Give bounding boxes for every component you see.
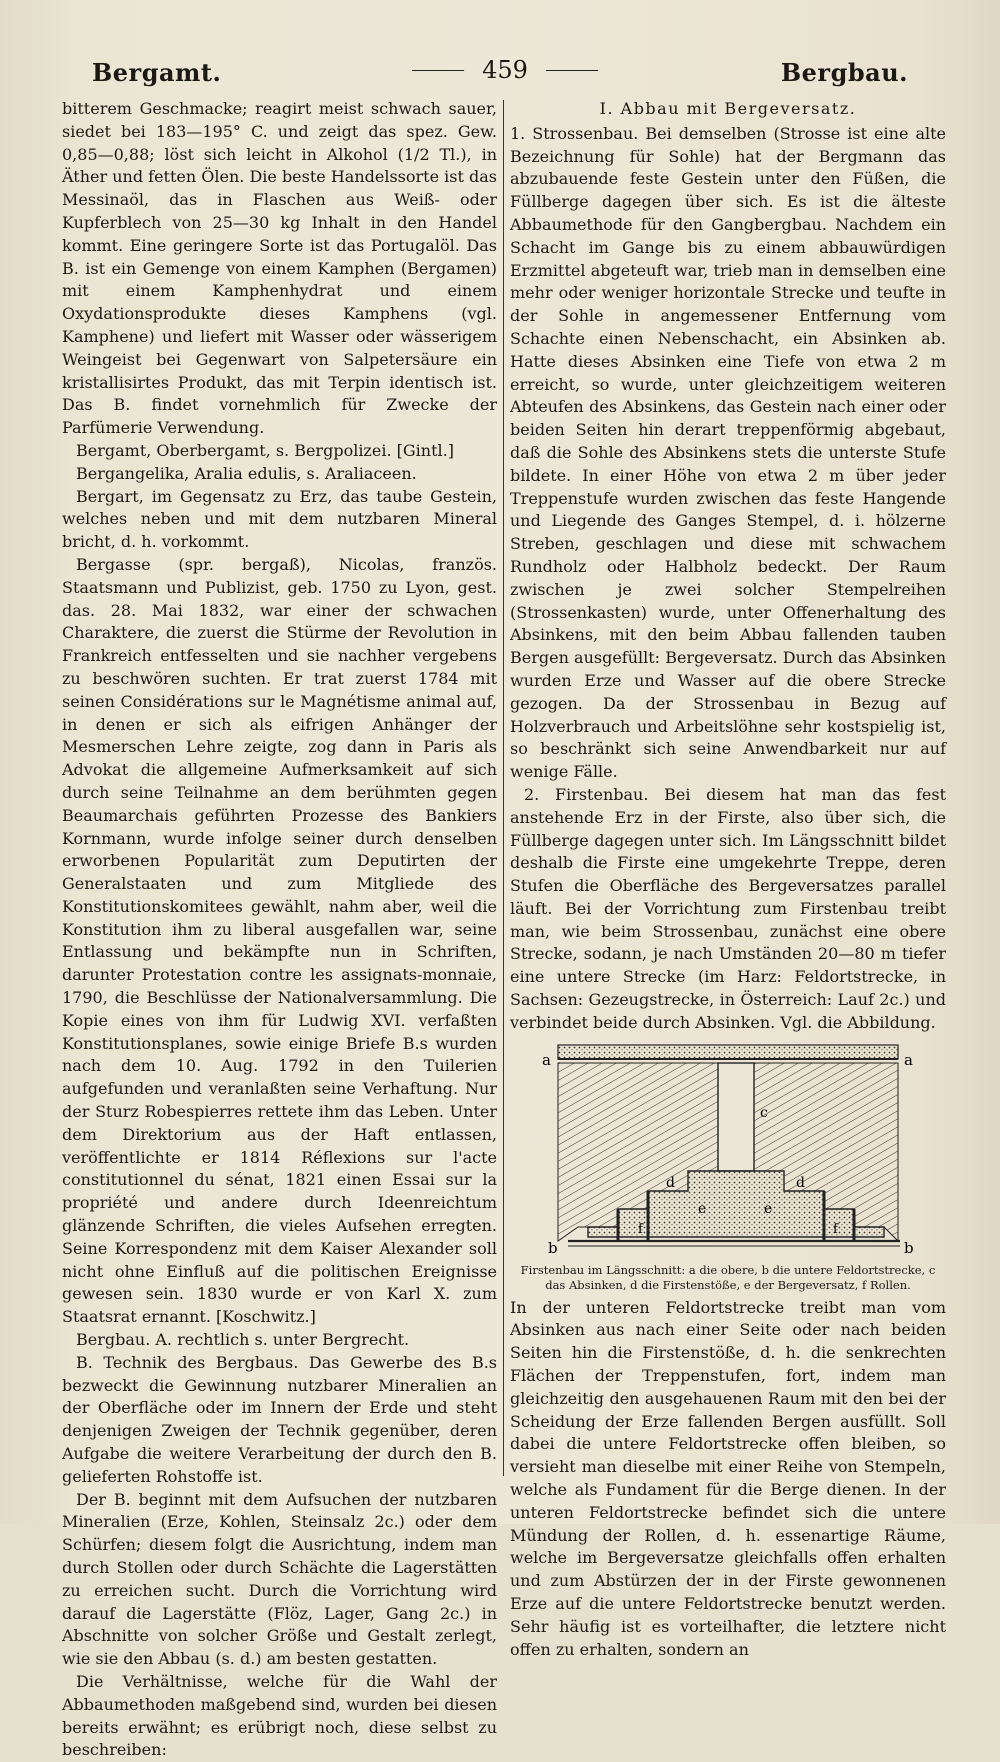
label-a-right: a xyxy=(904,1050,913,1069)
label-e-right: e xyxy=(764,1200,773,1217)
winze-shaft xyxy=(718,1063,754,1171)
figure-firstenbau xyxy=(510,1041,946,1293)
paragraph-firstenbau: 2. Firstenbau. Bei diesem hat man das fest anstehende Erz in der Firste, also über sich, die Füllberge dagegen unter sich. Im Längsschnitt bildet deshalb die Firste eine umgekehrte Treppe, deren Stufen die Oberfläche des Bergeversatzes parallel läuft. Bei der Vorrichtung zum Firstenbau treibt man, wie beim Strossenbau, zunächst eine obere Strecke, sodann, je nach Umständen 20—80 m tiefer eine untere Strecke (im Harz: Feldortstrecke, in Sachsen: Gezeugstrecke, in Österreich: Lauf 2c.) und verbindet beide durch Absinken. Vgl. die Abbildung. xyxy=(510,784,946,1032)
header-rule-left xyxy=(412,70,464,71)
label-d-left: d xyxy=(666,1174,675,1191)
header-right-keyword: Bergbau. xyxy=(780,58,908,87)
entry-bergamt: Bergamt, Oberbergamt, s. Bergpolizei. [Gintl.] xyxy=(76,440,454,460)
entry-bergart: Bergart, im Gegensatz zu Erz, das taube Gestein, welches neben und mit dem nutzbaren Mineral bricht, d. h. vorkommt. xyxy=(62,486,497,552)
entry-bergasse: Bergasse (spr. bergaß), Nicolas, französ. Staatsmann und Publizist, geb. 1750 zu Lyon, gest. das. 28. Mai 1832, war einer der schwachen Charaktere, die zuerst die Stürme der Revolution in Frankreich entfesselten und sie nachher vergebens zu beschwören suchten. Er trat zuerst 1784 mit seinen Considérations sur le Magnétisme animal auf, in denen er sich als eifrigen Anhänger der Mesmerschen Lehre zeigte, zog dann in Paris als Advokat die allgemeine Aufmerksamkeit auf sich durch seine Teilnahme an dem berühmten gegen Beaumarchais geführten Prozesse des Bankiers Kornmann, wurde infolge seiner durch denselben erworbenen Popularität zum Deputirten der Generalstaaten und zum Mitgliede des Konstitutionskomitees gewählt, nahm aber, weil die Konstitution ihm zu liberal ausgefallen war, seine Entlassung und bekämpfte nun in Schriften, darunter Protestation contre les assignats-monnaie, 1790, die Beschlüsse der Nationalversammlung. Die Kopie eines von ihm für Ludwig XVI. verfaßten Konstitutionsplanes, sowie einige Briefe B.s wurden nach dem 10. Aug. 1792 in den Tuilerien aufgefunden und veranlaßten seine Verhaftung. Nur der Sturz Robespierres rettete ihm das Leben. Unter dem Direktorium aus der Haft entlassen, veröffentlichte er 1814 Réflexions sur l'acte constitutionnel du sénat, 1821 einen Essai sur la propriété und andere durch Ideenreichtum glänzende Schriften, die vieles Aufsehen erregten. Seine Korrespondenz mit dem Kaiser Alexander soll nicht ohne Einfluß auf die politischen Ereignisse gewesen sein. 1830 wurde er von Karl X. zum Staatsrat ernannt. [Koschwitz.] xyxy=(62,554,497,1327)
label-c: c xyxy=(760,1104,768,1121)
header-rule-right xyxy=(546,70,598,71)
label-b-left: b xyxy=(548,1238,558,1257)
page-number-block xyxy=(412,56,598,84)
entry-bergangelika: Bergangelika, Aralia edulis, s. Araliaceen. xyxy=(76,463,417,483)
entry-bergbau-technik: B. Technik des Bergbaus. Das Gewerbe des B.s bezweckt die Gewinnung nutzbarer Mineralien an der Oberfläche oder im Innern der Erde und steht denjenigen Zweigen der Technik gegenüber, deren Aufgabe die weitere Verarbeitung der durch den B. gelieferten Rohstoffe ist. xyxy=(62,1352,497,1486)
paragraph-strossenbau: 1. Strossenbau. Bei demselben (Strosse ist eine alte Bezeichnung für Sohle) hat der Bergmann das abzubauende feste Gestein unter den Füßen, die Füllberge dagegen über sich. Es ist die älteste Abbaumethode für den Gangbergbau. Nachdem ein Schacht im Gange bis zu einem abbauwürdigen Erzmittel abgeteuft war, trieb man in demselben eine mehr oder weniger horizontale Strecke und teufte in der Sohle in angemessener Entfernung vom Schachte einen Nebenschacht, ein Absinken ab. Hatte dieses Absinken eine Tiefe von etwa 2 m erreicht, so wurde, unter gleichzeitigem weiteren Abteufen des Absinkens, das Gestein nach einer oder beiden Seiten hin derart treppenförmig abgebaut, daß die Sohle des Absinkens stets die unterste Stufe bildete. In einer Höhe von etwa 2 m über jeder Treppenstufe wurden zwischen das feste Hangende und Liegende des Ganges Stempel, d. i. hölzerne Streben, geschlagen und diese mit schwachem Rundholz oder Halbholz bedeckt. Der Raum zwischen je zwei solcher Stempelreihen (Strossenkasten) wurde, unter Offenerhaltung des Absinkens, mit den beim Abbau fallenden tauben Bergen ausgefüllt: Bergeversatz. Durch das Absinken wurden Erze und Wasser auf die obere Strecke gezogen. Da der Strossenbau in Bezug auf Holzverbrauch und Arbeitslöhne sehr kostspielig ist, so beschränkt sich seine Anwendbarkeit nur auf wenige Fälle. xyxy=(510,123,946,782)
label-b-right: b xyxy=(904,1238,914,1257)
upper-drift-band xyxy=(558,1045,898,1059)
label-d-right: d xyxy=(796,1174,805,1191)
label-f-right: f xyxy=(833,1221,838,1237)
label-a-left: a xyxy=(542,1050,551,1069)
column-divider xyxy=(503,100,504,1476)
page-number: 459 xyxy=(482,56,528,84)
entry-bergbau-verhaeltnisse: Die Verhältnisse, welche für die Wahl der Abbaumethoden maßgebend sind, wurden bei diesen bereits erwähnt; es erübrigt noch, diese selbst zu beschreiben: xyxy=(62,1671,497,1760)
right-column xyxy=(510,98,946,1659)
entry-continuation: bitterem Geschmacke; reagirt meist schwach sauer, siedet bei 183—195° C. und zeigt das spez. Gew. 0,85—0,88; löst sich leicht in Alkohol (1/2 Tl.), in Äther und fetten Ölen. Die beste Handelssorte ist das Messinaöl, das in Flaschen aus Weiß- oder Kupferblech von 25—30 kg Inhalt in den Handel kommt. Eine geringere Sorte ist das Portugalöl. Das B. ist ein Gemenge von einem Kamphen (Bergamen) mit einem Kamphenhydrat und einem Oxydationsprodukte dieses Kamphens (vgl. Kamphene) und liefert mit Wasser oder wässerigem Weingeist bei Gegenwart von Salpetersäure ein kristallisirtes Produkt, das mit Terpin identisch ist. Das B. findet vornehmlich für Zwecke der Parfümerie Verwendung. xyxy=(62,99,497,438)
header-left-keyword: Bergamt. xyxy=(92,58,222,87)
entry-bergbau: Bergbau. A. rechtlich s. unter Bergrecht. xyxy=(76,1330,410,1350)
entry-bergbau-aufsuchen: Der B. beginnt mit dem Aufsuchen der nutzbaren Mineralien (Erze, Kohlen, Steinsalz 2c.) oder dem Schürfen; diesem folgt die Ausrichtung, indem man durch Stollen oder durch Schächte die Lagerstätten zu erreichen sucht. Durch die Vorrichtung wird darauf die Lagerstätte (Flöz, Lager, Gang 2c.) in Abschnitte von solcher Größe und Gestalt zerlegt, wie sie den Abbau (s. d.) am besten gestatten. xyxy=(62,1489,497,1669)
paragraph-feldortstrecke: In der unteren Feldortstrecke treibt man vom Absinken aus nach einer Seite oder nach beiden Seiten hin die Firstenstöße, d. h. die senkrechten Flächen der Treppenstufen, fort, indem man gleichzeitig den ausgehauenen Raum mit den bei der Scheidung der Erze fallenden Bergen ausfüllt. Soll dabei die untere Feldortstrecke offen bleiben, so versieht man dieselbe mit einer Reihe von Stempeln, welche als Fundament für die Berge dienen. In der unteren Feldortstrecke befindet sich die untere Mündung der Rollen, d. h. essenartige Räume, welche im Bergeversatze gleichfalls offen erhalten und zum Abstürzen der in der Firste gewonnenen Erze auf die untere Feldortstrecke benutzt werden. Sehr häufig ist es vorteilhafter, die letztere nicht offen zu erhalten, sondern an xyxy=(510,1297,946,1659)
running-header xyxy=(62,52,948,96)
label-f-left: f xyxy=(638,1221,643,1237)
section-heading: I. Abbau mit Bergeversatz. xyxy=(599,99,857,118)
left-column xyxy=(62,98,497,1760)
firstenbau-diagram xyxy=(528,1041,928,1259)
label-e-left: e xyxy=(698,1200,707,1217)
figure-caption: Firstenbau im Längsschnitt: a die obere, b die untere Feldortstrecke, c das Absinken, d die Firstenstöße, e der Bergeversatz, f Rollen. xyxy=(520,1262,936,1292)
